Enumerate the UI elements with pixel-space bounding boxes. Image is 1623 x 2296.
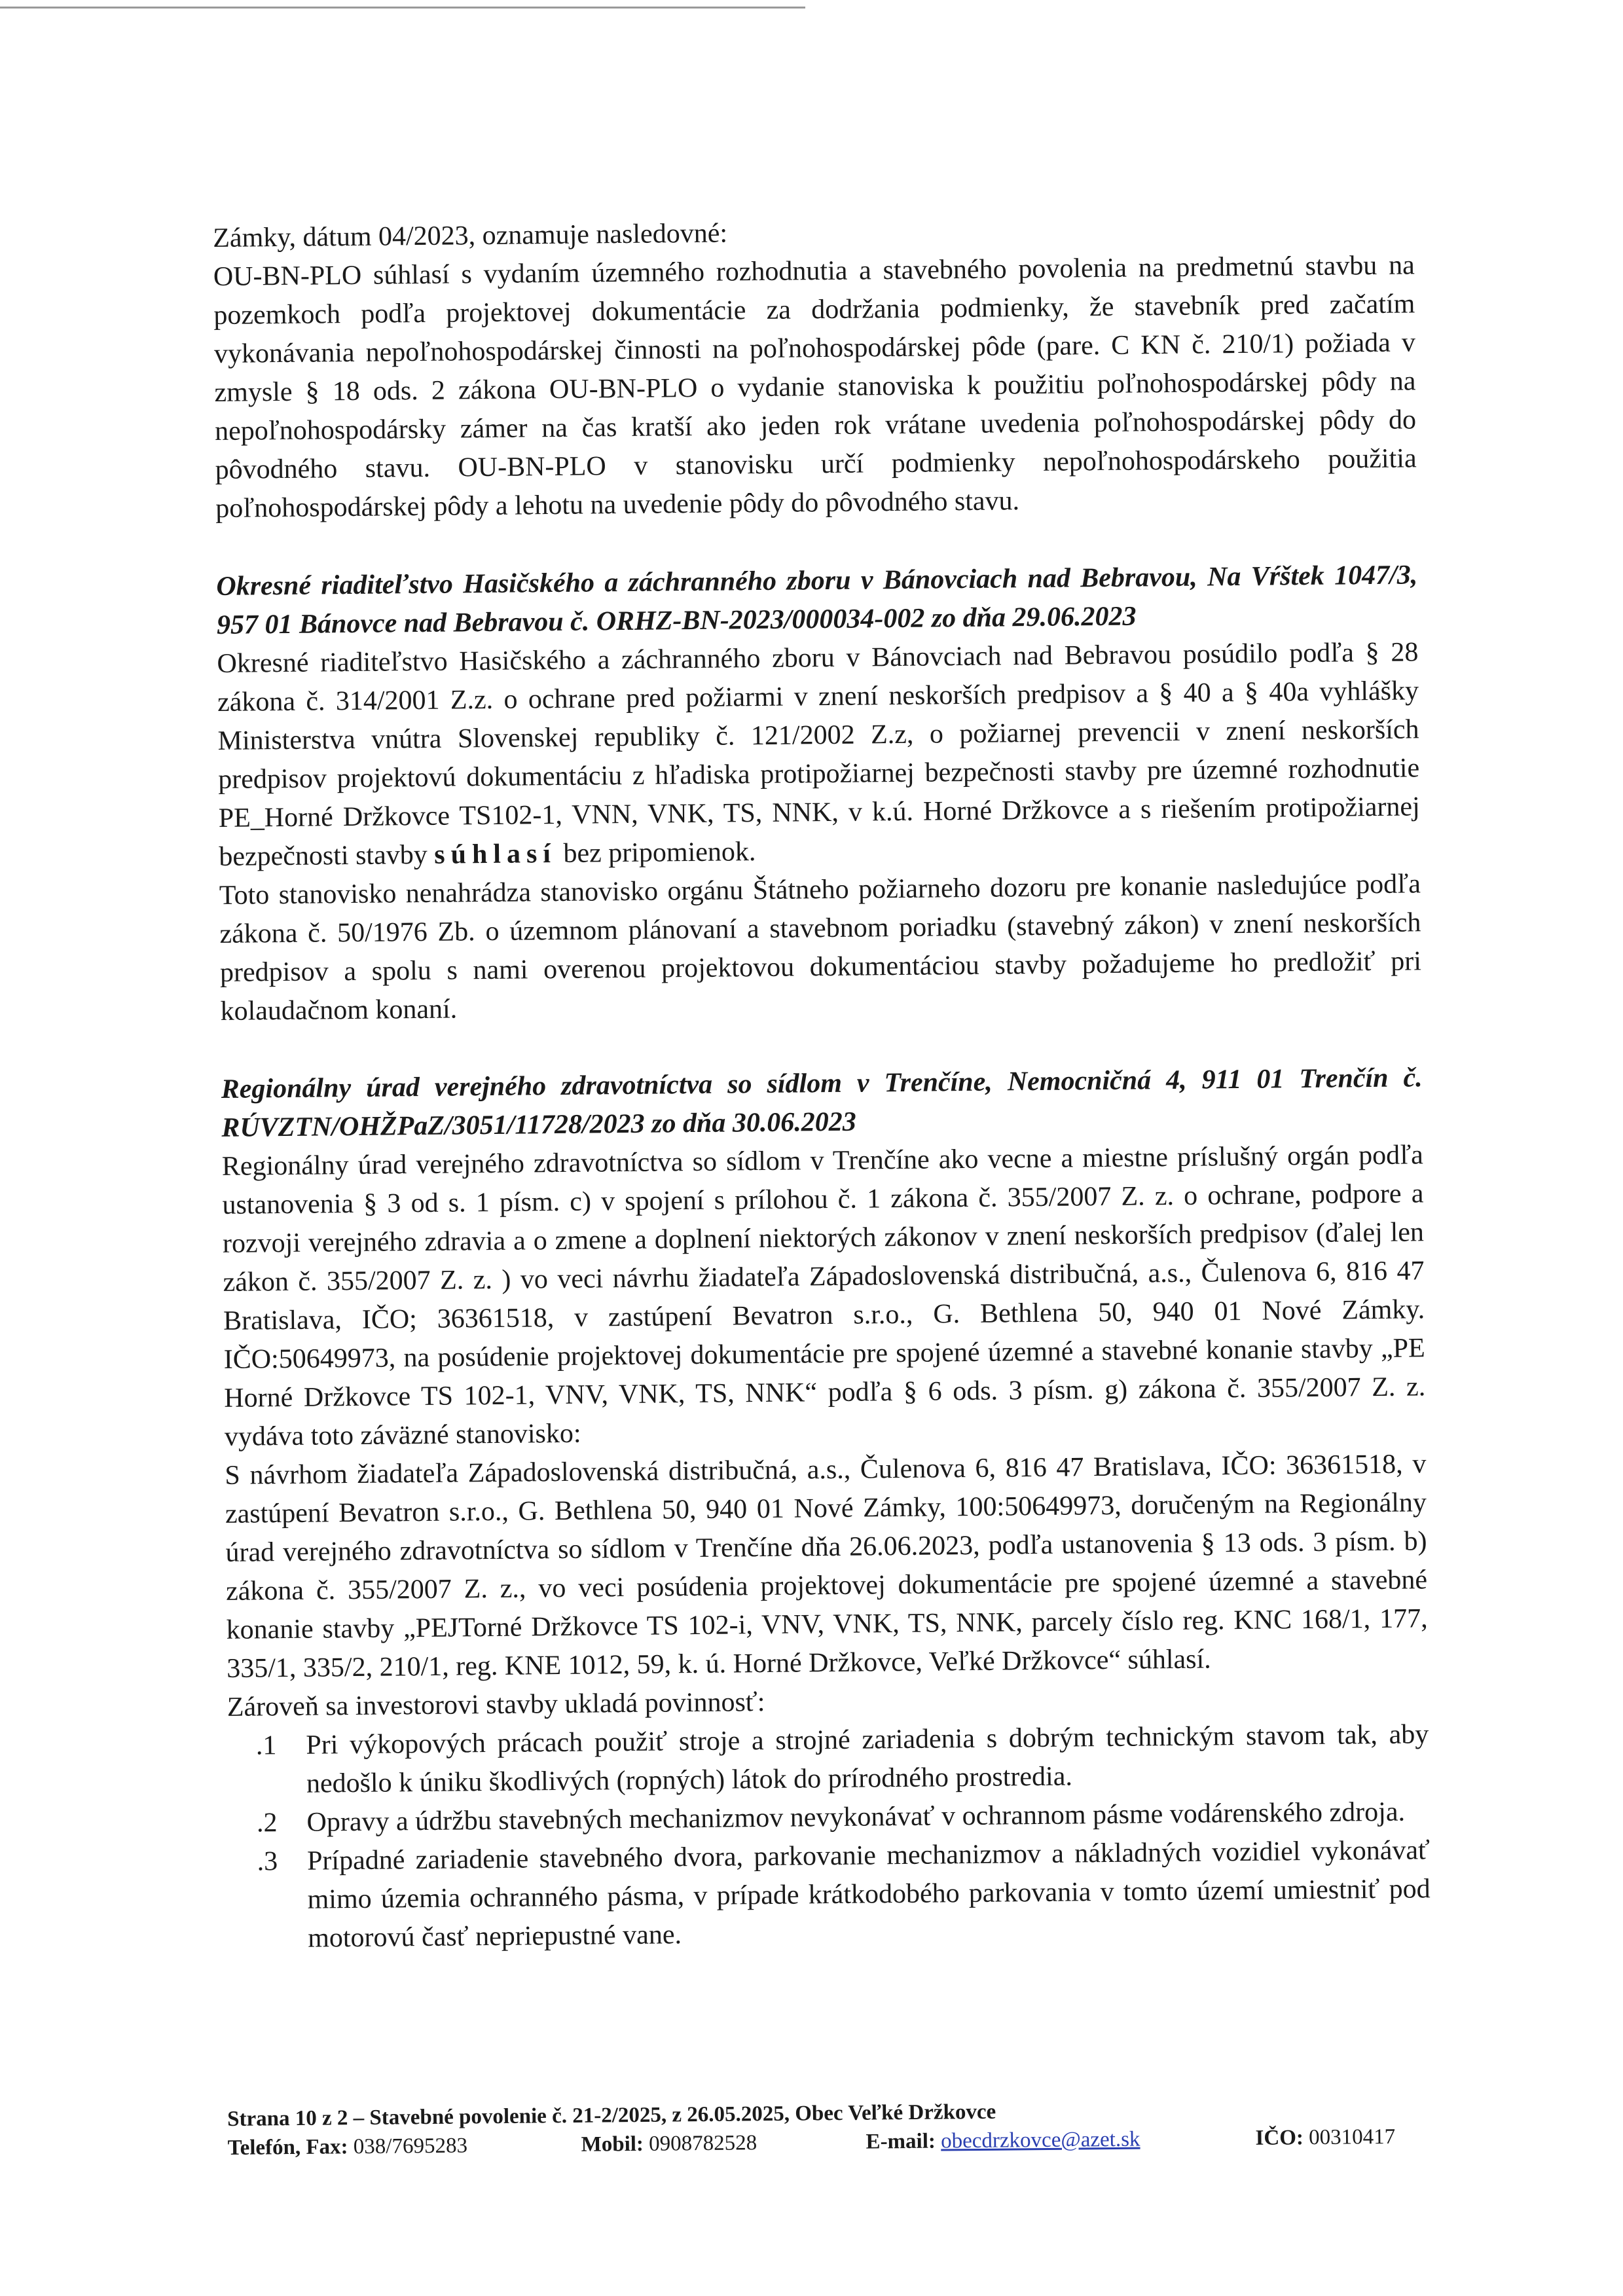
document-page <box>213 208 1431 1958</box>
intro-paragraph: OU-BN-PLO súhlasí s vydaním územného rozhodnutia a stavebného povolenia na predmetnú stavbu na pozemkoch podľa projektovej dokumentácie za dodržania podmienky, že stavebník pred začatím vykonávania nepoľnohospodárskej činnosti na poľnohospodárskej pôde (pare. C KN č. 210/1) požiada v zmysle § 18 ods. 2 zákona OU-BN-PLO o vydanie stanoviska k použitiu poľnohospodárskej pôdy na nepoľnohospodársky zámer na čas kratší ako jeden rok vrátane uvedenia poľnohospodárskej pôdy do pôvodného stavu. OU-BN-PLO v stanovisku určí podmienky nepoľnohospodárskeho použitia poľnohospodárskej pôdy a lehotu na uvedenie pôdy do pôvodného stavu. <box>213 250 1417 524</box>
health-paragraph-1: Regionálny úrad verejného zdravotníctva so sídlom v Trenčíne ako vecne a miestne príslušný orgán podľa ustanovenia § 3 od s. 1 písm. c) v spojení s prílohou č. 1 zákona č. 355/2007 Z. z. o ochrane, podpore a rozvoji verejného zdravia a o zmene a doplnení niektorých zákonov v znení neskorších predpisov (ďalej len zákon č. 355/2007 Z. z. ) vo veci návrhu žiadateľa Západoslovenská distribučná, a.s., Čulenova 6, 816 47 Bratislava, IČO; 36361518, v zastúpení Bevatron s.r.o., G. Bethlena 50, 940 01 Nové Zámky. IČO:50649973, na posúdenie projektovej dokumentácie pre spojené územné a stavebné konanie stavby „PE Horné Držkovce TS 102-1, VNV, VNK, TS, NNK“ podľa § 6 ods. 3 písm. g) zákona č. 355/2007 Z. z. vydáva toto záväzné stanovisko: <box>221 1140 1426 1452</box>
fire-paragraph-1-text: Okresné riaditeľstvo Hasičského a záchranného zboru v Bánovciach nad Bebravou posúdilo podľa § 28 zákona č. 314/2001 Z.z. o ochrane pred požiarmi v znení neskorších predpisov a § 40 a § 40a vyhlášky Ministerstva vnútra Slovenskej republiky č. 121/2002 Z.z, o požiarnej prevencii v znení neskorších predpisov projektovú dokumentáciu z hľadiska protipožiarnej bezpečnosti stavby pre územné rozhodnutie PE_Horné Držkovce TS102-1, VNN, VNK, TS, NNK, v k.ú. Horné Držkovce a s riešením protipožiarnej bezpečnosti stavby <box>217 637 1420 872</box>
phone-value: 038/7695283 <box>353 2134 468 2159</box>
intro-line: Zámky, dátum 04/2023, oznamuje nasledovné: <box>213 218 728 253</box>
list-item-number: 1. <box>255 1730 277 1761</box>
footer-phone <box>227 2131 467 2162</box>
email-label: E-mail: <box>866 2129 936 2154</box>
list-item <box>228 1831 1431 1959</box>
list-item-text: Pri výkopových prácach použiť stroje a strojné zariadenia s dobrým technickým stavom tak, aby nedošlo k úniku škodlivých (ropných) látok do prírodného prostredia. <box>306 1719 1429 1799</box>
health-paragraph-2: S návrhom žiadateľa Západoslovenská distribučná, a.s., Čulenova 6, 816 47 Bratislava, IČO: 36361518, v zastúpení Bevatron s.r.o., G. Bethlena 50, 940 01 Nové Zámky, 100:50649973, doručeným na Regionálny úrad verejného zdravotníctva so sídlom v Trenčíne dňa 26.06.2023, podľa ustanovenia § 13 ods. 3 písm. b) zákona č. 355/2007 Z. z., vo veci posúdenia projektovej dokumentácie pre spojené územné a stavebné konanie stavby „PEJTorné Držkovce TS 102-i, VNV, VNK, TS, NNK, parcely číslo reg. KNC 168/1, 177, 335/1, 335/2, 210/1, reg. KNE 1012, 59, k. ú. Horné Držkovce, Veľké Držkovce“ súhlasí. <box>225 1449 1428 1684</box>
list-item-text: Opravy a údržbu stavebných mechanizmov nevykonávať v ochrannom pásme vodárenského zdroja. <box>306 1796 1406 1838</box>
list-item-number: 2. <box>256 1808 278 1838</box>
phone-label: Telefón, Fax: <box>227 2135 348 2160</box>
footer-email <box>866 2125 1140 2157</box>
footer-mobile <box>581 2128 757 2159</box>
fire-paragraph-2: Toto stanovisko nenahrádza stanovisko orgánu Štátneho požiarneho dozoru pre konanie nasledujúce podľa zákona č. 50/1976 Zb. o územnom plánovaní a stavebnom poriadku (stavebný zákon) v znení neskorších predpisov a spolu s nami overenou projektovou dokumentáciou stavby požadujeme ho predložiť pri kolaudačnom konaní. <box>219 869 1422 1027</box>
list-item-number: 3. <box>257 1846 278 1877</box>
footer-page-info-text: Strana 10 z 2 – Stavebné povolenie č. 21-2/2025, z 26.05.2025, Obec Veľké Držkovce <box>227 2100 996 2131</box>
fire-consent-word: súhlasí <box>434 839 557 870</box>
health-section-heading: Regionálny úrad verejného zdravotníctva so sídlom v Trenčíne, Nemocničná 4, 911 01 Trenčín č. RÚVZTN/OHŽPaZ/3051/11728/2023 zo dňa 30.06.2023 <box>221 1063 1423 1143</box>
ico-label: IČO: <box>1255 2126 1304 2150</box>
fire-section-heading: Okresné riaditeľstvo Hasičského a záchranného zboru v Bánovciach nad Bebravou, Na Vŕštek 1047/3, 957 01 Bánovce nad Bebravou č. ORHZ-BN-2023/000034-002 zo dňa 29.06.2023 <box>216 560 1418 640</box>
list-item-text: Prípadné zariadenie stavebného dvora, parkovanie mechanizmov a nákladných vozidiel vykonávať mimo územia ochranného pásma, v prípade krátkodobého parkovania v tomto území umiestniť pod motorovú časť nepriepustné vane. <box>306 1835 1431 1954</box>
fire-paragraph-1-tail: bez pripomienok. <box>563 837 756 869</box>
list-item <box>227 1715 1429 1804</box>
duties-list <box>227 1715 1431 1959</box>
top-edge-rule <box>0 7 805 9</box>
mobile-value: 0908782528 <box>649 2131 757 2156</box>
ico-value: 00310417 <box>1308 2124 1396 2150</box>
health-paragraph-3: Zároveň sa investorovi stavby ukladá povinnosť: <box>227 1687 765 1722</box>
fire-paragraph-1 <box>217 633 1420 877</box>
page-footer <box>227 2093 1432 2162</box>
mobile-label: Mobil: <box>581 2132 644 2157</box>
footer-ico <box>1255 2123 1395 2153</box>
email-link[interactable]: obecdrzkovce@azet.sk <box>940 2127 1140 2153</box>
